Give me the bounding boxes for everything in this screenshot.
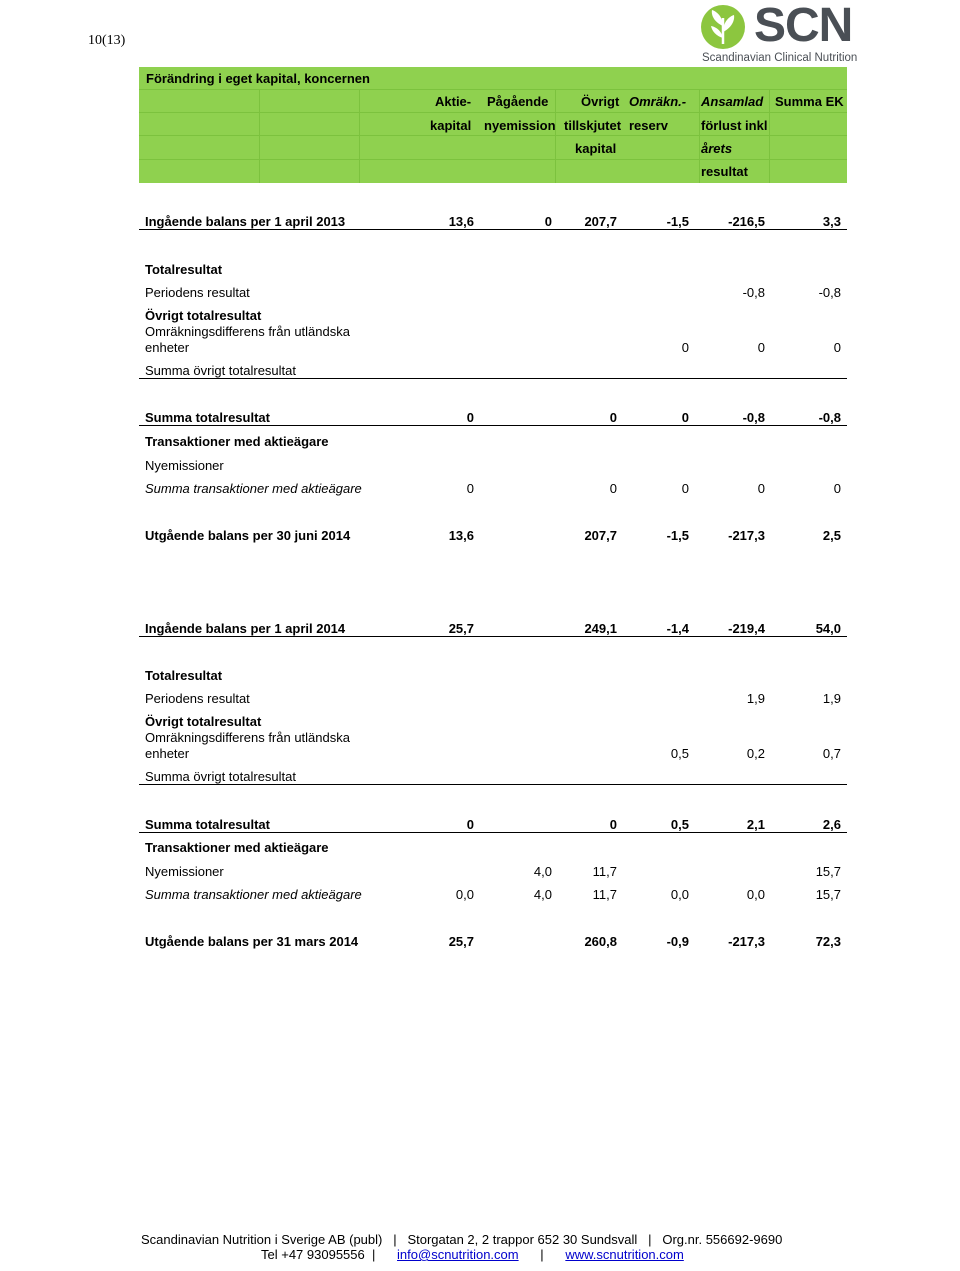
footer-company: Scandinavian Nutrition i Sverige AB (publ)	[141, 1232, 383, 1247]
row-label-closing-2014-mar: Utgående balans per 31 mars 2014	[145, 934, 359, 949]
row-label-opening-2013: Ingående balans per 1 april 2013	[145, 214, 346, 229]
cell: 25,7	[448, 621, 474, 636]
leaf-icon	[700, 4, 746, 50]
col-header-omrakn-2: reserv	[629, 118, 669, 133]
divider	[139, 378, 847, 379]
footer-separator: |	[540, 1247, 544, 1262]
cell: -0,8	[818, 285, 841, 300]
col-header-ansamlad-4: resultat	[701, 164, 748, 179]
cell: 0,0	[455, 887, 474, 902]
cell: 0	[609, 410, 617, 425]
row-label-ovrigt-totalresultat: Övrigt totalresultat	[145, 714, 262, 729]
row-label-summa-totalresultat: Summa totalresultat	[145, 410, 270, 425]
row-label-ovrigt-totalresultat: Övrigt totalresultat	[145, 308, 262, 323]
cell: 0	[833, 340, 841, 355]
row-label-totalresultat: Totalresultat	[145, 262, 223, 277]
footer-web-link[interactable]: www.scnutrition.com	[565, 1247, 684, 1262]
row-label-periodens-resultat: Periodens resultat	[145, 285, 250, 300]
cell: -1,5	[666, 528, 689, 543]
cell: 0	[609, 817, 617, 832]
cell: -1,4	[666, 621, 689, 636]
cell: -0,8	[742, 410, 765, 425]
cell: 72,3	[815, 934, 841, 949]
cell: 0	[609, 481, 617, 496]
cell: 11,7	[592, 887, 617, 902]
cell: 0,5	[670, 817, 689, 832]
cell: 0	[681, 340, 689, 355]
row-label-transaktioner: Transaktioner med aktieägare	[145, 840, 329, 855]
cell: 0	[466, 817, 474, 832]
col-header-summa-ek: Summa EK	[775, 94, 844, 109]
cell: -0,8	[818, 410, 841, 425]
table-title: Förändring i eget kapital, koncernen	[146, 71, 370, 86]
cell: 1,9	[746, 691, 765, 706]
footer-tel: Tel +47 93095556	[261, 1247, 365, 1262]
col-header-ovrigt-2: tillskjutet	[564, 118, 622, 133]
cell: 25,7	[448, 934, 474, 949]
cell: 207,7	[584, 528, 617, 543]
col-header-pagaende-2: nyemission	[484, 118, 556, 133]
cell: 11,7	[592, 864, 617, 879]
row-label-transaktioner: Transaktioner med aktieägare	[145, 434, 329, 449]
cell: 4,0	[533, 864, 552, 879]
cell: 15,7	[815, 864, 841, 879]
col-header-ansamlad-3: årets	[701, 141, 733, 156]
row-label-omrakningsdifferens: Omräkningsdifferens från utländska	[145, 730, 350, 745]
row-label-omrakningsdifferens: Omräkningsdifferens från utländska	[145, 324, 350, 339]
footer-separator: |	[371, 1247, 376, 1262]
page-number: 10(13)	[88, 33, 126, 48]
col-header-pagaende-1: Pågående	[487, 94, 549, 109]
cell: 0,7	[822, 746, 841, 761]
row-label-summa-ovrigt: Summa övrigt totalresultat	[145, 769, 297, 784]
cell: -1,5	[666, 214, 689, 229]
divider	[139, 832, 847, 833]
footer-address: Storgatan 2, 2 trappor 652 30 Sundsvall	[407, 1232, 638, 1247]
cell: 260,8	[584, 934, 617, 949]
footer-separator: |	[648, 1232, 652, 1247]
cell: 249,1	[584, 621, 617, 636]
row-label-opening-2014: Ingående balans per 1 april 2014	[145, 621, 346, 636]
cell: -0,8	[742, 285, 765, 300]
scn-logo	[700, 0, 865, 66]
row-label-summa-transaktioner: Summa transaktioner med aktieägare	[145, 481, 362, 496]
row-label-summa-totalresultat: Summa totalresultat	[145, 817, 270, 832]
divider	[139, 425, 847, 426]
cell: 13,6	[448, 214, 474, 229]
cell: -219,4	[728, 621, 765, 636]
cell: 0	[681, 410, 689, 425]
cell: 0	[466, 410, 474, 425]
row-label-periodens-resultat: Periodens resultat	[145, 691, 250, 706]
col-header-ansamlad-2: förlust inkl	[701, 118, 768, 133]
cell: 2,1	[746, 817, 765, 832]
cell: 13,6	[448, 528, 474, 543]
cell: -217,3	[728, 934, 765, 949]
row-label-nyemissioner: Nyemissioner	[145, 864, 224, 879]
footer-line-1	[141, 1232, 782, 1247]
divider	[139, 784, 847, 785]
cell: 0,0	[670, 887, 689, 902]
cell: 4,0	[533, 887, 552, 902]
cell: -216,5	[728, 214, 765, 229]
col-header-ovrigt-1: Övrigt	[581, 94, 620, 109]
row-label-enheter: enheter	[145, 340, 190, 355]
cell: -217,3	[728, 528, 765, 543]
row-label-nyemissioner: Nyemissioner	[145, 458, 224, 473]
logo-wordmark: SCN	[754, 0, 853, 52]
cell: 2,5	[822, 528, 841, 543]
row-label-totalresultat: Totalresultat	[145, 668, 223, 683]
cell: 0	[466, 481, 474, 496]
cell: 0	[544, 214, 552, 229]
cell: 0	[681, 481, 689, 496]
cell: 1,9	[822, 691, 841, 706]
cell: 2,6	[822, 817, 841, 832]
footer-line-2	[261, 1247, 684, 1262]
col-header-ansamlad-1: Ansamlad	[701, 94, 764, 109]
cell: 54,0	[815, 621, 841, 636]
cell: 3,3	[822, 214, 841, 229]
divider	[139, 229, 847, 230]
footer-orgnr: Org.nr. 556692-9690	[662, 1232, 783, 1247]
logo-subtitle: Scandinavian Clinical Nutrition	[702, 52, 858, 64]
col-header-ovrigt-3: kapital	[575, 141, 617, 156]
cell: 207,7	[584, 214, 617, 229]
cell: -0,9	[666, 934, 689, 949]
col-header-aktiekapital-2: kapital	[430, 118, 472, 133]
row-label-closing-2014-jun: Utgående balans per 30 juni 2014	[145, 528, 351, 543]
footer-email-link[interactable]: info@scnutrition.com	[397, 1247, 519, 1262]
cell: 15,7	[815, 887, 841, 902]
divider	[139, 636, 847, 637]
row-label-summa-transaktioner: Summa transaktioner med aktieägare	[145, 887, 362, 902]
row-label-summa-ovrigt: Summa övrigt totalresultat	[145, 363, 297, 378]
cell: 0	[757, 481, 765, 496]
cell: 0,0	[746, 887, 765, 902]
row-label-enheter: enheter	[145, 746, 190, 761]
cell: 0	[757, 340, 765, 355]
col-header-aktiekapital-1: Aktie-	[435, 94, 472, 109]
footer-separator: |	[393, 1232, 397, 1247]
cell: 0,5	[670, 746, 689, 761]
cell: 0	[833, 481, 841, 496]
cell: 0,2	[746, 746, 765, 761]
col-header-omrakn-1: Omräkn.-	[629, 94, 687, 109]
